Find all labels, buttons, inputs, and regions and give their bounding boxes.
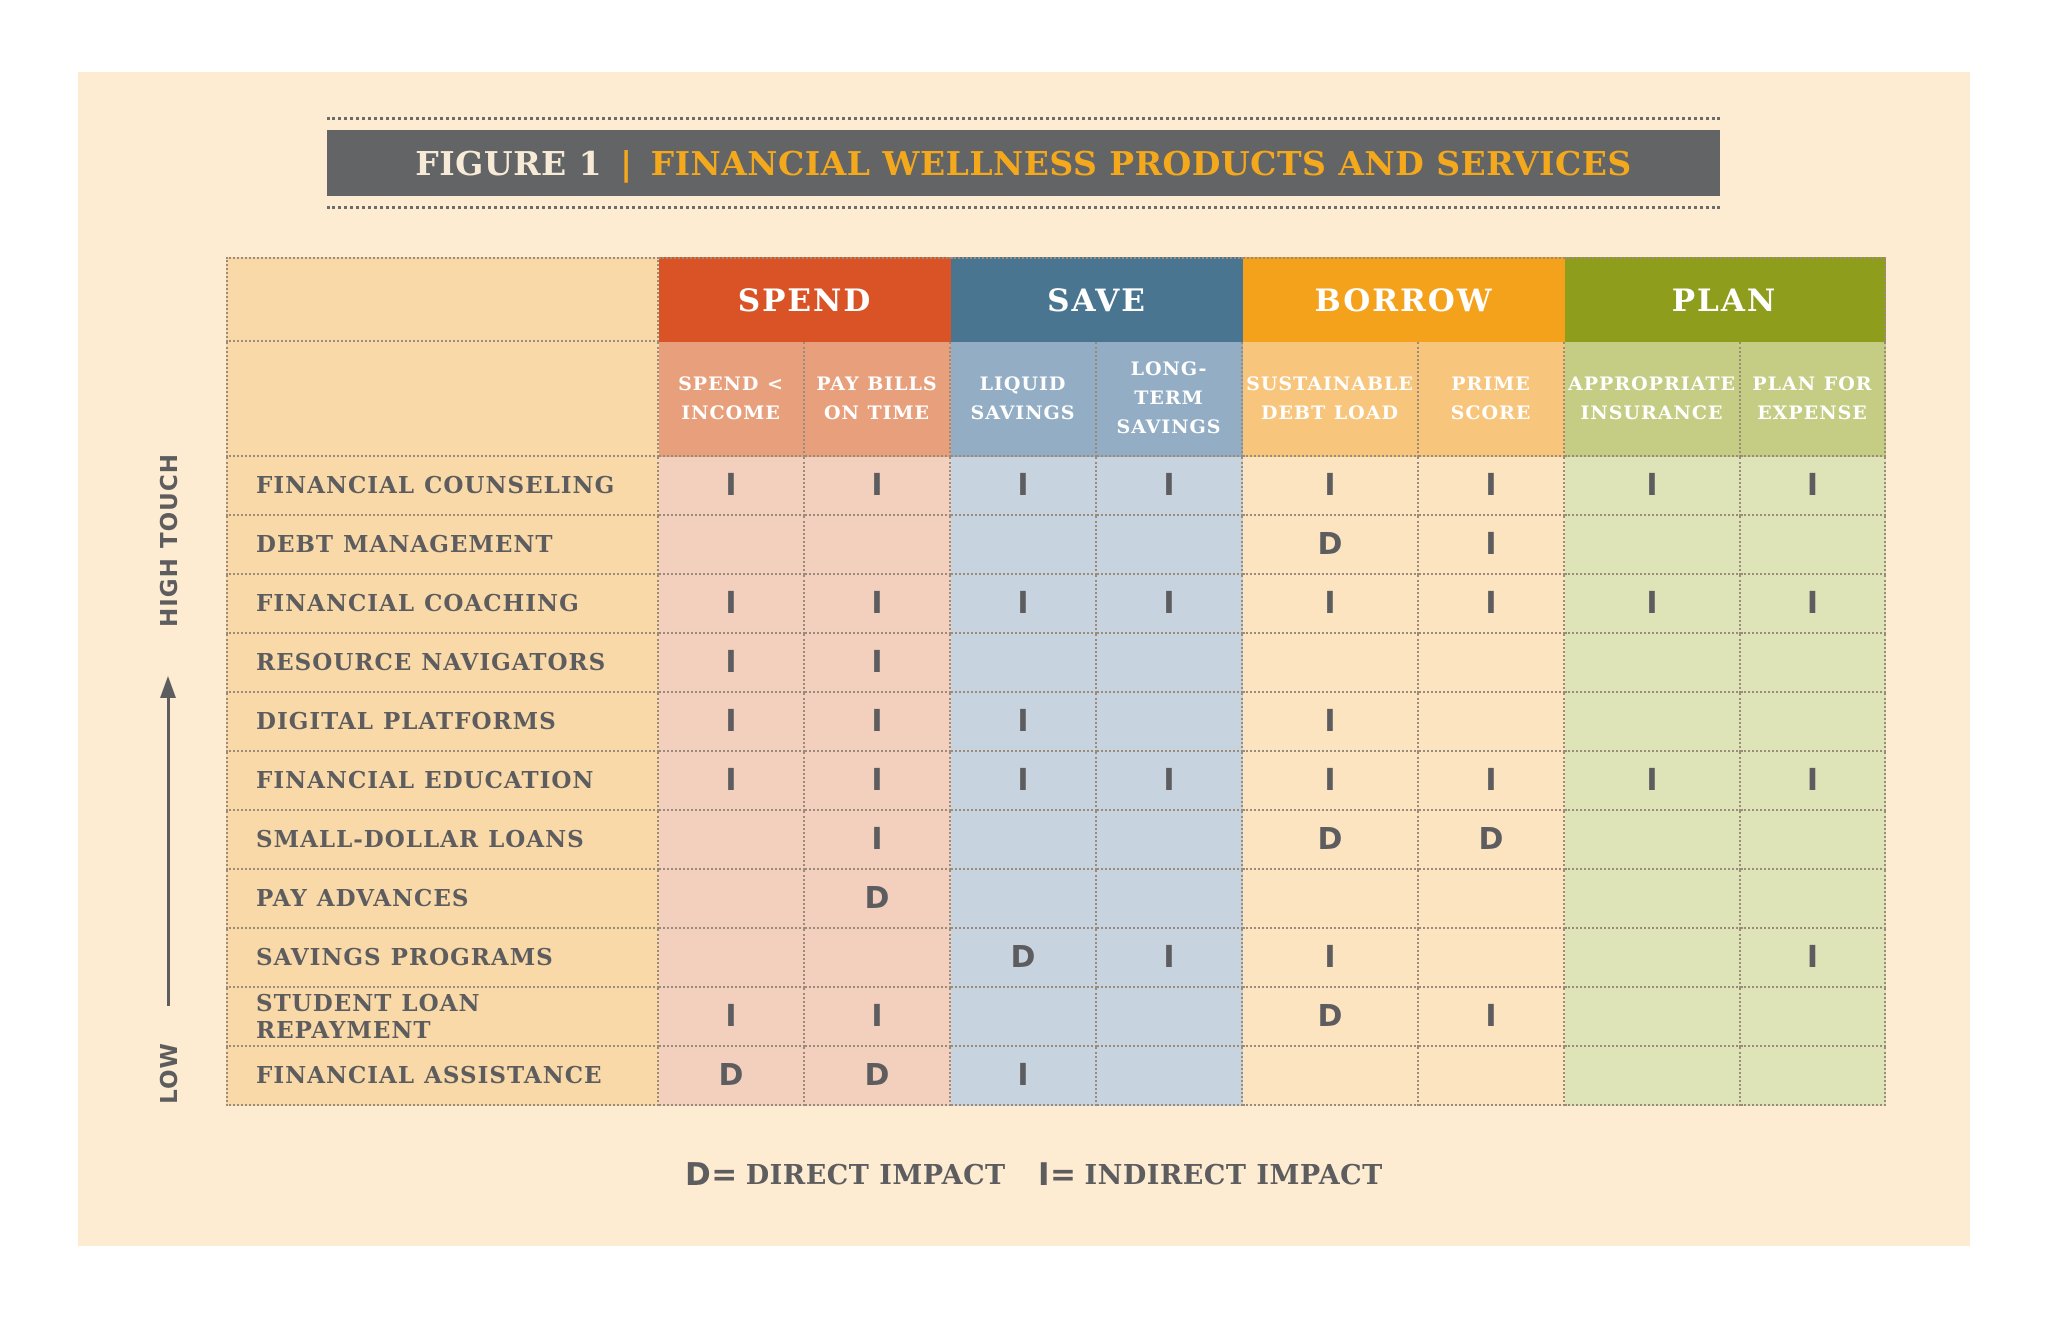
column-header (1741, 342, 1886, 457)
column-header-label: PRIME SCORE (1450, 372, 1532, 424)
matrix-cell (1419, 457, 1565, 516)
matrix-cell (805, 634, 951, 693)
column-header-label: PAY BILLS ON TIME (816, 372, 938, 424)
indirect-impact-mark: I (1646, 586, 1658, 621)
matrix-cell (1741, 693, 1886, 752)
row-label: SAVINGS PROGRAMS (256, 944, 554, 971)
matrix-cell (1565, 575, 1741, 634)
indirect-impact-mark: I (1806, 468, 1819, 503)
matrix-cell (659, 1047, 805, 1106)
indirect-impact-mark: I (1485, 527, 1497, 562)
matrix-cell (1097, 575, 1243, 634)
column-header (805, 342, 951, 457)
row-header (226, 516, 659, 575)
matrix-cell (951, 693, 1097, 752)
matrix-cell (659, 634, 805, 693)
indirect-impact-mark: I (1017, 1058, 1029, 1093)
matrix-cell (951, 811, 1097, 870)
row-header (226, 634, 659, 693)
column-header-label: APPROPRIATE INSURANCE (1568, 372, 1736, 424)
matrix-cell (1243, 516, 1419, 575)
matrix-cell (659, 929, 805, 988)
matrix-cell (1097, 693, 1243, 752)
touch-axis-line (167, 690, 170, 1006)
row-label: FINANCIAL COACHING (256, 590, 580, 617)
indirect-impact-mark: I (1324, 940, 1336, 975)
matrix-cell (659, 693, 805, 752)
matrix-cell (805, 1047, 951, 1106)
legend-indirect-key: I= (1038, 1157, 1077, 1193)
direct-impact-mark: D (718, 1058, 744, 1093)
matrix-cell (1741, 929, 1886, 988)
matrix-cell (1419, 752, 1565, 811)
matrix-cell (805, 693, 951, 752)
matrix-cell (1419, 575, 1565, 634)
matrix-cell (1419, 811, 1565, 870)
figure-title: FINANCIAL WELLNESS PRODUCTS AND SERVICES (650, 143, 1632, 183)
column-header (951, 342, 1097, 457)
row-header (226, 929, 659, 988)
figure-number: FIGURE 1 (415, 143, 603, 183)
matrix-cell (1419, 516, 1565, 575)
indirect-impact-mark: I (1163, 763, 1175, 798)
indirect-impact-mark: I (1806, 763, 1819, 798)
row-label: RESOURCE NAVIGATORS (256, 649, 607, 676)
indirect-impact-mark: I (1646, 468, 1658, 503)
matrix-cell (659, 516, 805, 575)
group-header-label: PLAN (1671, 282, 1778, 319)
legend-indirect (1038, 1155, 1383, 1195)
row-label: PAY ADVANCES (256, 885, 470, 912)
matrix-cell (659, 870, 805, 929)
column-header (1243, 342, 1419, 457)
indirect-impact-mark: I (1017, 468, 1029, 503)
matrix-cell (1097, 1047, 1243, 1106)
row-header (226, 575, 659, 634)
column-header (1565, 342, 1741, 457)
indirect-impact-mark: I (871, 586, 883, 621)
group-header-save (951, 257, 1243, 342)
axis-label-low: LOW (157, 1042, 183, 1104)
matrix-cell (1097, 457, 1243, 516)
matrix-cell (805, 811, 951, 870)
indirect-impact-mark: I (725, 468, 737, 503)
indirect-impact-mark: I (1163, 940, 1175, 975)
matrix-cell (1097, 752, 1243, 811)
indirect-impact-mark: I (871, 468, 883, 503)
indirect-impact-mark: I (871, 763, 883, 798)
row-header (226, 1047, 659, 1106)
indirect-impact-mark: I (1017, 586, 1029, 621)
row-header (226, 988, 659, 1047)
matrix-cell (951, 929, 1097, 988)
indirect-impact-mark: I (871, 822, 883, 857)
matrix-cell (1243, 457, 1419, 516)
column-header-label: PLAN FOR EXPENSE (1752, 372, 1873, 424)
matrix-cell (1419, 870, 1565, 929)
row-label: SMALL-DOLLAR LOANS (256, 826, 585, 853)
matrix-cell (1741, 634, 1886, 693)
matrix-cell (805, 516, 951, 575)
column-header (1419, 342, 1565, 457)
matrix-cell (951, 575, 1097, 634)
matrix-cell (1097, 634, 1243, 693)
indirect-impact-mark: I (725, 763, 737, 798)
matrix-cell (1243, 988, 1419, 1047)
matrix-cell (1243, 870, 1419, 929)
matrix-cell (1565, 693, 1741, 752)
indirect-impact-mark: I (1806, 586, 1819, 621)
corner-subheader (226, 342, 659, 457)
direct-impact-mark: D (1317, 527, 1343, 562)
matrix-cell (1741, 1047, 1886, 1106)
matrix-cell (1565, 634, 1741, 693)
column-header-label: SPEND < INCOME (678, 372, 784, 424)
indirect-impact-mark: I (871, 999, 883, 1034)
legend-direct-key: D= (685, 1157, 738, 1193)
matrix-cell (1097, 929, 1243, 988)
matrix-cell (1097, 870, 1243, 929)
matrix-cell (951, 457, 1097, 516)
matrix-cell (1565, 811, 1741, 870)
matrix-cell (805, 988, 951, 1047)
matrix-cell (951, 752, 1097, 811)
matrix-cell (1243, 1047, 1419, 1106)
group-header-borrow (1243, 257, 1565, 342)
row-header (226, 811, 659, 870)
direct-impact-mark: D (1317, 999, 1343, 1034)
matrix-cell (1741, 870, 1886, 929)
matrix-cell (1097, 516, 1243, 575)
column-header-label: LIQUID SAVINGS (970, 372, 1076, 424)
matrix-cell (1243, 693, 1419, 752)
legend-indirect-text: INDIRECT IMPACT (1084, 1159, 1383, 1191)
row-label: FINANCIAL COUNSELING (256, 472, 616, 499)
matrix-cell (1419, 988, 1565, 1047)
matrix-cell (1243, 929, 1419, 988)
indirect-impact-mark: I (1163, 468, 1175, 503)
indirect-impact-mark: I (725, 704, 737, 739)
row-label: DIGITAL PLATFORMS (256, 708, 557, 735)
column-header-label: LONG- TERM SAVINGS (1116, 358, 1222, 438)
matrix-cell (1741, 516, 1886, 575)
matrix-cell (659, 575, 805, 634)
indirect-impact-mark: I (1017, 763, 1029, 798)
matrix-cell (805, 752, 951, 811)
column-header (1097, 342, 1243, 457)
legend-direct-text: DIRECT IMPACT (745, 1159, 1006, 1191)
matrix-cell (805, 457, 951, 516)
indirect-impact-mark: I (1485, 468, 1497, 503)
row-header (226, 870, 659, 929)
group-header-label: SAVE (1047, 282, 1147, 319)
matrix-cell (1565, 752, 1741, 811)
indirect-impact-mark: I (1324, 586, 1336, 621)
row-header (226, 752, 659, 811)
axis-label-high-touch: HIGH TOUCH (157, 453, 183, 627)
indirect-impact-mark: I (725, 645, 737, 680)
indirect-impact-mark: I (1806, 940, 1819, 975)
indirect-impact-mark: I (1485, 999, 1497, 1034)
figure-title-frame (327, 117, 1720, 209)
matrix-cell (1243, 811, 1419, 870)
matrix-cell (951, 634, 1097, 693)
figure-title-bar (327, 130, 1720, 196)
indirect-impact-mark: I (1485, 763, 1497, 798)
matrix-cell (659, 752, 805, 811)
matrix-cell (1741, 811, 1886, 870)
row-header (226, 693, 659, 752)
indirect-impact-mark: I (871, 645, 883, 680)
indirect-impact-mark: I (1485, 586, 1497, 621)
matrix-cell (1097, 988, 1243, 1047)
indirect-impact-mark: I (1163, 586, 1175, 621)
matrix-cell (1419, 929, 1565, 988)
matrix-cell (659, 457, 805, 516)
matrix-cell (1565, 457, 1741, 516)
matrix-cell (951, 1047, 1097, 1106)
matrix-cell (1097, 811, 1243, 870)
matrix-cell (1741, 988, 1886, 1047)
matrix-cell (805, 575, 951, 634)
group-header-label: SPEND (737, 282, 873, 319)
matrix-cell (1419, 693, 1565, 752)
indirect-impact-mark: I (1324, 468, 1336, 503)
indirect-impact-mark: I (725, 999, 737, 1034)
matrix-cell (951, 988, 1097, 1047)
corner-header (226, 257, 659, 342)
matrix-cell (1419, 1047, 1565, 1106)
indirect-impact-mark: I (871, 704, 883, 739)
matrix-cell (1243, 752, 1419, 811)
matrix-cell (1565, 929, 1741, 988)
direct-impact-mark: D (864, 881, 890, 916)
matrix-cell (1741, 752, 1886, 811)
matrix-cell (951, 516, 1097, 575)
indirect-impact-mark: I (1017, 704, 1029, 739)
indirect-impact-mark: I (725, 586, 737, 621)
direct-impact-mark: D (1317, 822, 1343, 857)
legend-direct (685, 1155, 1006, 1195)
title-separator: | (620, 143, 633, 183)
matrix-cell (1741, 457, 1886, 516)
matrix-cell (1565, 870, 1741, 929)
group-header-label: BORROW (1314, 282, 1494, 319)
matrix-cell (951, 870, 1097, 929)
matrix-cell (1243, 575, 1419, 634)
matrix-cell (1419, 634, 1565, 693)
matrix-cell (1565, 1047, 1741, 1106)
direct-impact-mark: D (864, 1058, 890, 1093)
row-header (226, 457, 659, 516)
indirect-impact-mark: I (1324, 763, 1336, 798)
row-label: FINANCIAL ASSISTANCE (256, 1062, 603, 1089)
matrix-cell (1741, 575, 1886, 634)
group-header-spend (659, 257, 951, 342)
matrix-cell (1565, 516, 1741, 575)
indirect-impact-mark: I (1646, 763, 1658, 798)
matrix-cell (1243, 634, 1419, 693)
direct-impact-mark: D (1478, 822, 1504, 857)
row-label: DEBT MANAGEMENT (256, 531, 554, 558)
row-label: FINANCIAL EDUCATION (256, 767, 595, 794)
matrix-cell (659, 988, 805, 1047)
matrix-cell (1565, 988, 1741, 1047)
matrix-cell (805, 929, 951, 988)
group-header-plan (1565, 257, 1886, 342)
column-header (659, 342, 805, 457)
matrix-cell (659, 811, 805, 870)
direct-impact-mark: D (1010, 940, 1036, 975)
row-label: STUDENT LOAN REPAYMENT (256, 989, 481, 1044)
indirect-impact-mark: I (1324, 704, 1336, 739)
matrix-cell (805, 870, 951, 929)
column-header-label: SUSTAINABLE DEBT LOAD (1246, 372, 1414, 424)
